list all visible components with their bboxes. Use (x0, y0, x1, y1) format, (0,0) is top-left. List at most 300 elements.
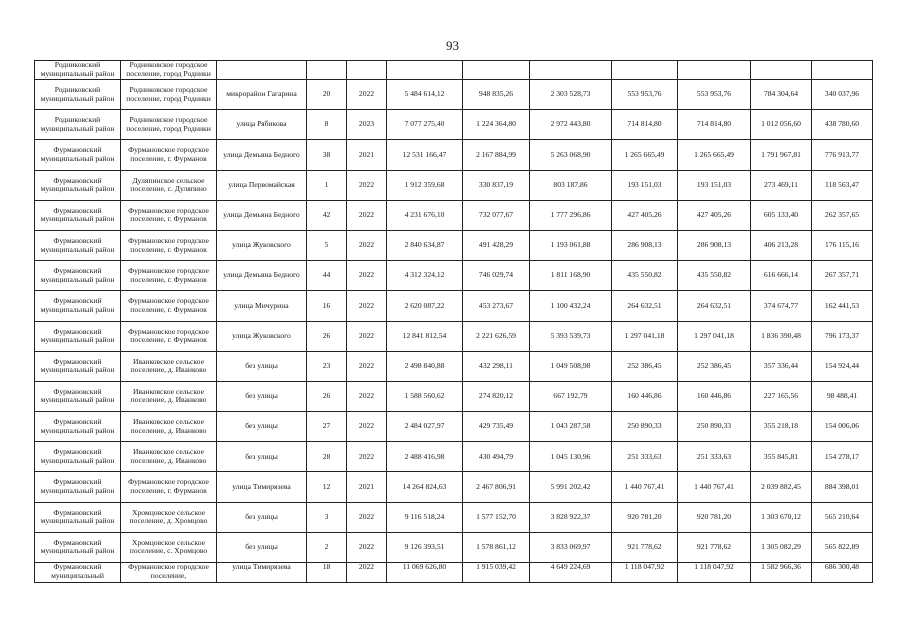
cell-settlement (121, 563, 217, 583)
cell-value-3 (530, 532, 612, 562)
cell-municipal-district-text: Фурмановский муниципальный район (40, 145, 115, 163)
cell-street-text: без улицы (245, 511, 278, 521)
cell-value-1-text: 4 312 324,12 (404, 270, 445, 280)
cell-value-3 (530, 261, 612, 291)
cell-value-3-text: 1 043 287,58 (550, 421, 591, 431)
cell-value-6 (751, 230, 812, 260)
cell-house-number-text: 1 (324, 179, 329, 189)
cell-municipal-district (35, 351, 121, 381)
cell-value-6-text: 374 674,77 (763, 300, 799, 310)
cell-value-6 (751, 442, 812, 472)
cell-value-6-text: 273 469,11 (764, 179, 798, 189)
cell-year (347, 200, 387, 230)
cell-house-number-text: 42 (322, 210, 331, 220)
cell-year (347, 110, 387, 140)
cell-value-2-text: 429 735,49 (478, 421, 514, 431)
cell-value-2 (463, 140, 530, 170)
cell-street-text: улица Тимирязева (232, 562, 291, 571)
cell-year-text: 2022 (358, 330, 375, 340)
cell-value-4 (612, 110, 678, 140)
cell-value-5-text: 251 333,63 (696, 451, 732, 461)
table-row (35, 412, 873, 442)
cell-value-7 (812, 170, 873, 200)
cell-value-4 (612, 412, 678, 442)
cell-value-7-text: 340 037,96 (824, 89, 860, 99)
cell-house-number (307, 230, 347, 260)
cell-value-3 (530, 502, 612, 532)
cell-value-6-text: 1 836 390,48 (761, 330, 801, 340)
cell-year (347, 381, 387, 411)
cell-house-number (307, 532, 347, 562)
cell-value-2 (463, 61, 530, 80)
cell-value-4 (612, 502, 678, 532)
cell-value-5 (678, 110, 751, 140)
cell-house-number (307, 80, 347, 110)
cell-settlement (121, 170, 217, 200)
cell-value-6 (751, 321, 812, 351)
cell-value-3 (530, 563, 612, 583)
cell-value-4 (612, 170, 678, 200)
cell-street-text: улица Демьяна Бедного (223, 149, 300, 159)
cell-value-6 (751, 61, 812, 80)
cell-year (347, 412, 387, 442)
cell-value-2-text: 453 273,67 (478, 300, 514, 310)
cell-value-3-text: 1 100 432,24 (550, 300, 591, 310)
cell-house-number-text: 12 (322, 481, 331, 491)
cell-municipal-district (35, 61, 121, 80)
cell-value-5 (678, 80, 751, 110)
cell-settlement (121, 351, 217, 381)
table-row (35, 140, 873, 170)
cell-value-3 (530, 321, 612, 351)
cell-value-3 (530, 140, 612, 170)
cell-municipal-district (35, 563, 121, 583)
cell-value-3-text: 667 192,79 (553, 391, 588, 401)
cell-year-text: 2022 (358, 391, 375, 401)
cell-value-5 (678, 381, 751, 411)
cell-value-2-text: 1 577 152,70 (476, 511, 516, 521)
cell-value-2-text: 2 221 626,59 (476, 330, 516, 340)
cell-value-3 (530, 442, 612, 472)
cell-value-4-text: 1 297 041,18 (624, 330, 665, 340)
cell-value-4 (612, 532, 678, 562)
cell-value-6 (751, 140, 812, 170)
cell-value-5-text: 1 440 767,41 (694, 481, 734, 491)
cell-value-2-text: 732 077,67 (478, 210, 514, 220)
cell-value-6 (751, 170, 812, 200)
cell-settlement-text: Родниковское городское поселение, город Родники (126, 85, 211, 103)
cell-value-3-text: 1 049 508,98 (550, 360, 591, 370)
cell-value-4-text: 160 446,86 (627, 391, 662, 401)
cell-settlement-text: Хромцовское сельское поселение, д. Хромцово (129, 507, 208, 526)
cell-value-7 (812, 381, 873, 411)
cell-value-5-text: 714 814,80 (696, 119, 732, 129)
cell-value-7-text: 796 173,37 (824, 330, 860, 340)
cell-value-6-text: 616 666,14 (763, 270, 799, 280)
cell-value-7-text: 776 913,77 (824, 149, 860, 159)
cell-value-5-text: 920 781,20 (696, 511, 732, 521)
cell-municipal-district-text: Родниковский муниципальный район (40, 60, 115, 78)
cell-year (347, 230, 387, 260)
cell-settlement-text: Фурмановское городское поселение, г. Фурманов (128, 296, 209, 314)
cell-value-7-text: 267 357,71 (824, 270, 860, 280)
cell-value-3 (530, 80, 612, 110)
cell-municipal-district-text: Родниковский муниципальный район (40, 85, 115, 103)
cell-value-1-text: 7 077 275,40 (404, 119, 445, 129)
cell-value-1 (387, 80, 463, 110)
cell-year (347, 61, 387, 80)
cell-house-number-text: 28 (322, 451, 331, 461)
cell-value-6 (751, 351, 812, 381)
cell-value-5 (678, 170, 751, 200)
cell-street-text: улица Тимирязева (232, 481, 291, 491)
cell-value-4 (612, 321, 678, 351)
cell-municipal-district (35, 381, 121, 411)
cell-settlement (121, 261, 217, 291)
cell-value-7-text: 154 278,17 (824, 451, 860, 461)
cell-settlement-text: Фурмановское городское поселение, г. Фурманов (128, 205, 209, 224)
cell-value-2-text: 2 167 884,99 (476, 149, 516, 159)
cell-street (217, 200, 307, 230)
cell-value-7-text: 565 822,89 (824, 542, 860, 552)
cell-value-3 (530, 170, 612, 200)
cell-value-5-text: 1 297 041,18 (694, 330, 734, 340)
cell-value-3-text: 1 811 168,90 (550, 270, 591, 280)
cell-street-text: улица Демьяна Бедного (223, 270, 300, 280)
cell-street (217, 532, 307, 562)
cell-year (347, 80, 387, 110)
cell-value-5 (678, 532, 751, 562)
cell-year-text: 2022 (358, 210, 375, 220)
cell-value-1 (387, 412, 463, 442)
cell-year (347, 442, 387, 472)
cell-value-6 (751, 261, 812, 291)
cell-value-1 (387, 200, 463, 230)
cell-value-4 (612, 80, 678, 110)
cell-value-6-text: 784 304,64 (763, 89, 799, 99)
cell-value-2 (463, 291, 530, 321)
cell-value-2 (463, 80, 530, 110)
cell-value-3 (530, 230, 612, 260)
cell-value-1-text: 12 531 166,47 (402, 149, 447, 159)
cell-value-1 (387, 563, 463, 583)
cell-value-1-text: 2 498 840,88 (404, 360, 445, 370)
cell-value-7-text: 98 488,41 (826, 391, 858, 401)
cell-value-2 (463, 502, 530, 532)
cell-settlement (121, 230, 217, 260)
cell-house-number (307, 442, 347, 472)
cell-settlement-text: Фурмановское городское поселение, г. Фурманов (128, 266, 209, 284)
cell-value-3 (530, 412, 612, 442)
cell-value-7-text: 884 398,01 (824, 481, 860, 491)
cell-value-5 (678, 61, 751, 80)
cell-municipal-district (35, 442, 121, 472)
cell-value-5-text: 1 118 047,92 (694, 562, 734, 571)
cell-house-number (307, 351, 347, 381)
cell-value-3-text: 1 193 061,88 (550, 240, 591, 250)
cell-value-1 (387, 170, 463, 200)
cell-street (217, 261, 307, 291)
cell-settlement (121, 200, 217, 230)
cell-street-text: улица Мичурина (234, 300, 289, 310)
cell-street (217, 381, 307, 411)
cell-municipal-district-text: Фурмановский муниципальный район (40, 477, 115, 496)
cell-value-4-text: 250 890,33 (627, 421, 662, 431)
cell-year (347, 140, 387, 170)
cell-value-3-text: 803 187,86 (553, 179, 588, 189)
cell-house-number (307, 61, 347, 80)
cell-value-1-text: 2 620 087,22 (404, 300, 445, 310)
cell-year (347, 532, 387, 562)
cell-value-7 (812, 351, 873, 381)
cell-house-number (307, 140, 347, 170)
cell-municipal-district (35, 170, 121, 200)
cell-house-number (307, 381, 347, 411)
cell-value-7 (812, 140, 873, 170)
table-row (35, 532, 873, 562)
cell-house-number-text: 18 (322, 562, 331, 571)
cell-settlement-text: Иванковское сельское поселение, д. Иванково (130, 356, 207, 375)
cell-value-1 (387, 61, 463, 80)
cell-settlement (121, 110, 217, 140)
cell-value-5-text: 286 908,13 (696, 240, 732, 250)
cell-value-3 (530, 200, 612, 230)
cell-value-7 (812, 230, 873, 260)
cell-street (217, 442, 307, 472)
cell-value-3-text: 1 045 130,96 (550, 451, 591, 461)
cell-house-number (307, 170, 347, 200)
cell-year-text: 2022 (358, 562, 375, 571)
cell-value-5-text: 921 778,62 (696, 542, 732, 552)
cell-value-3 (530, 110, 612, 140)
cell-municipal-district-text: Родниковский муниципальный район (40, 115, 115, 133)
cell-value-2 (463, 200, 530, 230)
cell-municipal-district (35, 140, 121, 170)
cell-house-number (307, 412, 347, 442)
cell-house-number-text: 16 (322, 300, 331, 310)
cell-value-4 (612, 230, 678, 260)
cell-settlement (121, 502, 217, 532)
cell-municipal-district (35, 502, 121, 532)
cell-house-number (307, 321, 347, 351)
cell-value-2-text: 274 820,12 (478, 391, 514, 401)
cell-value-3-text: 5 991 202,42 (550, 481, 591, 491)
cell-value-6 (751, 200, 812, 230)
cell-municipal-district-text: Фурмановский муниципальный район (40, 537, 115, 556)
cell-value-5-text: 193 151,03 (696, 179, 732, 189)
cell-value-2 (463, 532, 530, 562)
cell-house-number (307, 261, 347, 291)
cell-value-7 (812, 291, 873, 321)
cell-value-1-text: 9 116 518,24 (404, 511, 445, 521)
cell-value-5 (678, 472, 751, 502)
cell-value-7-text: 565 210,64 (824, 511, 860, 521)
cell-value-5 (678, 321, 751, 351)
cell-value-7-text: 154 924,44 (824, 360, 860, 370)
cell-municipal-district-text: Фурмановский муниципальный район (40, 356, 115, 375)
cell-value-5 (678, 502, 751, 532)
cell-street (217, 110, 307, 140)
cell-settlement (121, 321, 217, 351)
cell-value-1-text: 1 588 560,62 (404, 391, 445, 401)
table-row (35, 563, 873, 583)
cell-value-2-text: 1 224 364,80 (476, 119, 516, 129)
cell-value-3 (530, 61, 612, 80)
cell-municipal-district-text: Фурмановский муниципальный район (40, 296, 115, 314)
cell-value-4-text: 714 814,80 (627, 119, 662, 129)
cell-value-4 (612, 563, 678, 583)
cell-value-6-text: 1 582 966,36 (761, 562, 801, 571)
cell-value-7 (812, 502, 873, 532)
cell-municipal-district (35, 80, 121, 110)
cell-settlement-text: Фурмановское городское поселение, г. Фурманов (128, 145, 209, 163)
cell-street-text: без улицы (245, 391, 278, 401)
cell-house-number (307, 472, 347, 502)
cell-value-3 (530, 472, 612, 502)
table-row (35, 80, 873, 110)
table-row (35, 472, 873, 502)
cell-street (217, 291, 307, 321)
cell-year-text: 2022 (358, 179, 375, 189)
cell-year-text: 2022 (358, 421, 375, 431)
cell-house-number-text: 38 (322, 149, 331, 159)
cell-value-5-text: 264 632,51 (696, 300, 732, 310)
cell-value-6 (751, 532, 812, 562)
cell-value-1-text: 12 841 812,54 (402, 330, 447, 340)
cell-house-number-text: 2 (324, 542, 329, 552)
cell-value-5-text: 553 953,76 (696, 89, 732, 99)
cell-value-5-text: 435 550,82 (696, 270, 732, 280)
cell-year (347, 291, 387, 321)
cell-value-6-text: 2 039 882,45 (761, 481, 801, 491)
cell-value-5-text: 160 446,86 (696, 391, 732, 401)
cell-value-1 (387, 261, 463, 291)
cell-value-5 (678, 261, 751, 291)
cell-street (217, 230, 307, 260)
cell-year (347, 261, 387, 291)
cell-value-4-text: 251 333,63 (627, 451, 662, 461)
cell-street (217, 351, 307, 381)
cell-value-1-text: 11 069 626,80 (402, 562, 447, 571)
cell-value-1 (387, 502, 463, 532)
cell-value-4-text: 553 953,76 (627, 89, 662, 99)
cell-municipal-district (35, 472, 121, 502)
cell-value-7-text: 162 441,53 (824, 300, 860, 310)
cell-value-7 (812, 110, 873, 140)
cell-value-4 (612, 381, 678, 411)
cell-value-3-text: 5 393 539,73 (550, 330, 591, 340)
cell-municipal-district (35, 200, 121, 230)
cell-value-1-text: 1 912 359,68 (404, 179, 445, 189)
cell-year-text: 2023 (358, 119, 375, 129)
cell-settlement (121, 291, 217, 321)
page-number: 93 (446, 38, 459, 53)
cell-house-number (307, 200, 347, 230)
cell-year-text: 2022 (358, 240, 375, 250)
cell-settlement-text: Фурмановское городское поселение, (128, 562, 209, 580)
cell-value-4-text: 286 908,13 (627, 240, 662, 250)
cell-value-7 (812, 532, 873, 562)
cell-value-6 (751, 472, 812, 502)
cell-value-2 (463, 110, 530, 140)
cell-value-5 (678, 412, 751, 442)
cell-year-text: 2022 (358, 360, 375, 370)
cell-year (347, 351, 387, 381)
cell-value-2 (463, 321, 530, 351)
cell-street-text: без улицы (245, 451, 278, 461)
cell-value-4 (612, 472, 678, 502)
cell-value-1 (387, 472, 463, 502)
cell-value-2 (463, 472, 530, 502)
cell-value-6-text: 1 791 967,81 (761, 149, 801, 159)
cell-value-3-text: 3 828 922,37 (550, 511, 591, 521)
cell-value-2 (463, 351, 530, 381)
cell-value-6-text: 1 305 082,29 (761, 542, 801, 552)
table-row (35, 321, 873, 351)
cell-municipal-district (35, 291, 121, 321)
cell-municipal-district (35, 321, 121, 351)
cell-value-7 (812, 321, 873, 351)
cell-value-5-text: 427 405,26 (696, 210, 732, 220)
cell-value-4-text: 427 405,26 (627, 210, 662, 220)
cell-municipal-district-text: Фурмановский муниципальный район (40, 175, 115, 194)
cell-value-6 (751, 291, 812, 321)
table-row (35, 351, 873, 381)
cell-settlement (121, 532, 217, 562)
table-row (35, 230, 873, 260)
cell-value-3 (530, 351, 612, 381)
cell-value-6-text: 355 845,81 (763, 451, 799, 461)
cell-value-6 (751, 110, 812, 140)
cell-value-7-text: 262 357,65 (824, 210, 860, 220)
cell-settlement (121, 442, 217, 472)
cell-house-number (307, 110, 347, 140)
cell-value-2 (463, 412, 530, 442)
cell-municipal-district (35, 261, 121, 291)
cell-street-text: без улицы (245, 360, 278, 370)
table-row (35, 381, 873, 411)
cell-municipal-district (35, 532, 121, 562)
cell-value-1-text: 2 488 416,98 (404, 451, 445, 461)
cell-value-2-text: 1 578 861,12 (476, 542, 516, 552)
cell-value-1-text: 9 126 393,51 (404, 542, 445, 552)
cell-street-text: улица Демьяна Бедного (223, 210, 300, 220)
cell-value-4-text: 921 778,62 (627, 542, 662, 552)
cell-value-5 (678, 442, 751, 472)
table-row (35, 442, 873, 472)
cell-municipal-district-text: Фурмановский муниципальный район (40, 326, 115, 345)
cell-value-7 (812, 442, 873, 472)
cell-settlement-text: Фурмановское городское поселение, г. Фурманов (128, 235, 209, 254)
cell-value-1 (387, 442, 463, 472)
cell-value-6-text: 355 218,18 (763, 421, 799, 431)
cell-value-7 (812, 472, 873, 502)
cell-house-number-text: 44 (322, 270, 331, 280)
cell-street-text: без улицы (245, 542, 278, 552)
cell-settlement-text: Фурмановское городское поселение, г. Фурманов (128, 477, 209, 496)
cell-value-7 (812, 80, 873, 110)
cell-house-number (307, 291, 347, 321)
cell-house-number-text: 3 (324, 511, 329, 521)
cell-value-4-text: 1 118 047,92 (624, 562, 665, 571)
cell-value-3-text: 3 833 069,97 (550, 542, 591, 552)
cell-street-text: улица Первомайская (228, 179, 295, 189)
cell-street-text: без улицы (245, 421, 278, 431)
cell-settlement-text: Фурмановское городское поселение, г. Фурманов (128, 326, 209, 345)
cell-value-7-text: 118 563,47 (825, 179, 859, 189)
cell-settlement (121, 412, 217, 442)
cell-value-1 (387, 140, 463, 170)
